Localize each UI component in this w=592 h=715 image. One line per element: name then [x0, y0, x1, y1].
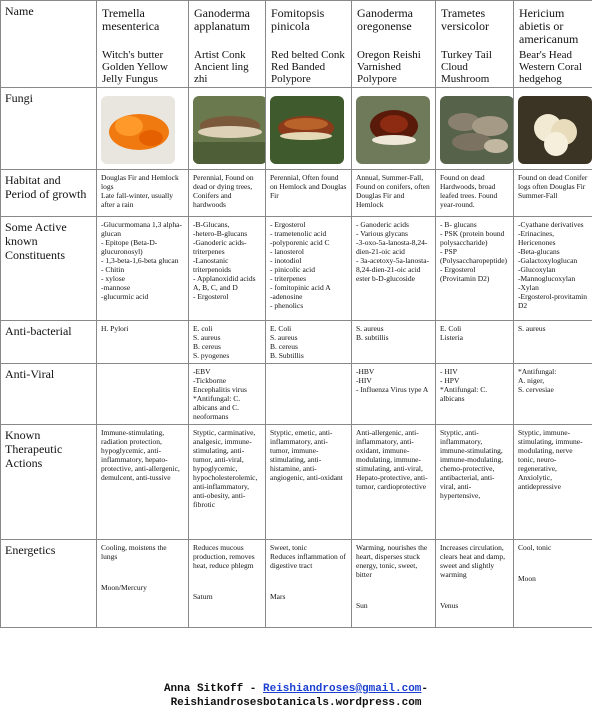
- scientific-name: Trametes versicolor: [441, 6, 489, 33]
- energetics-text: Increases circulation, clears heat and damp, sweet and slightly warming: [440, 543, 505, 579]
- species-header: [266, 1, 352, 88]
- therapeutic-text: Styptic, carminative, analgesic, immune-stimulating, anti-tumor, anti-viral, hypoglycemic, hypocholesterolemic, anti-inflammatory, anti-obesity, anti-fibrotic: [193, 428, 258, 509]
- antibacterial-cell: [436, 321, 514, 364]
- habitat-text: Douglas Fir and Hemlock logs Late fall-winter, usually after a rain: [101, 173, 179, 209]
- energetics-text: Reduces mucous production, removes heat, reduce phlegm: [193, 543, 255, 570]
- habitat-text: Perennial, Found on dead or dying trees, Conifers and hardwoods: [193, 173, 254, 209]
- therapeutic-cell: [97, 425, 189, 540]
- habitat-text: Found on dead Hardwoods, broad leafed trees. Found year-round.: [440, 173, 498, 209]
- common-names: Red belted Conk Red Banded Polypore: [271, 49, 345, 85]
- antiviral-text: -HBV -HIV - Influenza Virus type A: [356, 367, 429, 394]
- scientific-name: Fomitopsis pinicola: [271, 6, 325, 33]
- fomitopsis-photo: [270, 96, 344, 164]
- photo-cell: [352, 88, 436, 170]
- therapeutic-cell: [514, 425, 592, 540]
- constituents-cell: [352, 217, 436, 321]
- constituents-cell: [189, 217, 266, 321]
- constituents-text: -Cyathane derivatives -Erinacines, Hericenones -Beta-glucans -Galactoxyloglucan -Glucoxylan -Mannoglucoxylan -Xylan -Ergosterol-provitamin D2: [518, 220, 588, 310]
- photo-cell: [514, 88, 592, 170]
- energetics-cell: [514, 540, 592, 628]
- planet-label: Sun: [356, 601, 368, 610]
- habitat-text: Found on dead Conifer logs often Douglas Fir Summer-Fall: [518, 173, 588, 200]
- energetics-text: Cool, tonic: [518, 543, 552, 552]
- email-link[interactable]: Reishiandroses@gmail.com: [262, 683, 422, 695]
- common-names: Artist Conk Ancient ling zhi: [194, 49, 249, 85]
- therapeutic-row: [1, 425, 592, 540]
- antiviral-row: [1, 364, 592, 425]
- row-label-antibacterial: Anti-bacterial: [1, 321, 97, 364]
- therapeutic-cell: [266, 425, 352, 540]
- habitat-cell: [352, 170, 436, 217]
- antiviral-text: -EBV -Tickborne Encephalitis virus *Antifungal: C. albicans and C. neoformans: [193, 367, 247, 421]
- constituents-text: - Ergosterol - trametenolic acid -polyporenic acid C - lanosterol - inotodiol - pinicolic acid - triterpenes - fomitopinic acid A -adenosine - phenolics: [270, 220, 331, 310]
- therapeutic-cell: [352, 425, 436, 540]
- photo-cell: [97, 88, 189, 170]
- constituents-text: - B- glucans - PSK (protein bound polysaccharide) - PSP (Polysaccharopeptide) - Ergosterol (Provitamin D2): [440, 220, 508, 283]
- planet-label: Mars: [270, 592, 286, 601]
- scientific-name: Ganoderma applanatum: [194, 6, 250, 33]
- energetics-cell: [97, 540, 189, 628]
- species-header: [189, 1, 266, 88]
- antibacterial-text: E. Coli Listeria: [440, 324, 463, 342]
- species-header: [352, 1, 436, 88]
- common-names: Turkey Tail Cloud Mushroom: [441, 49, 492, 85]
- scientific-name: Hericium abietis or americanum: [519, 6, 579, 46]
- antiviral-cell: [514, 364, 592, 425]
- footer-separator: -: [243, 683, 263, 695]
- energetics-text: Sweet, tonic Reduces inflammation of digestive tract: [270, 543, 346, 570]
- ganoderma-applanatum-photo: [193, 96, 266, 164]
- habitat-cell: [97, 170, 189, 217]
- antiviral-cell: [189, 364, 266, 425]
- therapeutic-text: Anti-allergenic, anti-inflammatory, anti-oxidant, immune-modulating, immune-stimulating, anti-viral, Hepato-protective, anti-tumor, cardioprotective: [356, 428, 428, 491]
- energetics-cell: [352, 540, 436, 628]
- website-text: Reishiandrosesbotanicals.wordpress.com: [170, 697, 422, 709]
- energetics-cell: [266, 540, 352, 628]
- habitat-cell: [514, 170, 592, 217]
- habitat-row: [1, 170, 592, 217]
- row-label-antiviral: Anti-Viral: [1, 364, 97, 425]
- planet-label: Moon: [518, 574, 536, 583]
- photo-cell: [436, 88, 514, 170]
- constituents-cell: [436, 217, 514, 321]
- antibacterial-text: E. Coli S. aureus B. cereus B. Subtillis: [270, 324, 304, 360]
- antibacterial-cell: [266, 321, 352, 364]
- species-header: [436, 1, 514, 88]
- therapeutic-text: Styptic, emetic, anti-inflammatory, anti-tumor, immune-stimulating, anti-histamine, anti-angiogenic, anti-oxidant: [270, 428, 343, 482]
- antiviral-cell: [97, 364, 189, 425]
- therapeutic-text: Styptic, immune-stimulating, immune-modulating, nerve tonic, neuro-regenerative, Anxiolytic, antidepressive: [518, 428, 583, 491]
- trametes-photo: [440, 96, 514, 164]
- energetics-text: Cooling, moistens the lungs: [101, 543, 167, 561]
- row-label-therapeutic: Known Therapeutic Actions: [1, 425, 97, 540]
- common-names: Bear's Head Western Coral hedgehog: [519, 49, 582, 85]
- planet-label: Moon/Mercury: [101, 583, 147, 592]
- energetics-cell: [436, 540, 514, 628]
- footer-line-1: [0, 683, 592, 695]
- antibacterial-cell: [97, 321, 189, 364]
- row-label-energetics: Energetics: [1, 540, 97, 628]
- fungi-photo-row: [1, 88, 592, 170]
- habitat-cell: [189, 170, 266, 217]
- antibacterial-text: H. Pylori: [101, 324, 129, 333]
- antibacterial-text: S. aureus B. subtillis: [356, 324, 389, 342]
- planet-label: Saturn: [193, 592, 213, 601]
- energetics-text: Warming, nourishes the heart, disperses stuck energy, tonic, sweet, bitter: [356, 543, 428, 579]
- constituents-row: [1, 217, 592, 321]
- antiviral-cell: [436, 364, 514, 425]
- constituents-cell: [266, 217, 352, 321]
- antibacterial-cell: [514, 321, 592, 364]
- planet-label: Venus: [440, 601, 459, 610]
- constituents-text: - Ganoderic acids - Various glycans -3-oxo-5a-lanosta-8,24-dien-21-oic acid - 3a-acetoxy-5a-lanosta-8,24-dien-21-oic acid ester b-D-glucoside: [356, 220, 430, 283]
- row-label-fungi: Fungi: [1, 88, 97, 170]
- author-name: Anna Sitkoff: [163, 683, 244, 695]
- habitat-text: Annual, Summer-Fall, Found on conifers, often Douglas Fir and Hemlock: [356, 173, 430, 209]
- therapeutic-text: Immune-stimulating, radiation protection, hypoglycemic, anti-inflammatory, hepato-protective, anti-allergenic, demulcent, anti-tussive: [101, 428, 180, 482]
- constituents-text: -B-Glucans, -hetero-B-glucans -Ganoderic acids-triterpenes -Lanostanic triterpenoids - Applanoxidid acids A, B, C, and D - Ergosterol: [193, 220, 256, 301]
- habitat-cell: [266, 170, 352, 217]
- photo-cell: [189, 88, 266, 170]
- tremella-photo: [101, 96, 175, 164]
- energetics-row: [1, 540, 592, 628]
- footer-dash: -: [421, 683, 429, 695]
- photo-cell: [266, 88, 352, 170]
- row-label-habitat: Habitat and Period of growth: [1, 170, 97, 217]
- scientific-name: Tremella mesenterica: [102, 6, 160, 33]
- energetics-cell: [189, 540, 266, 628]
- row-label-constituents: Some Active known Constituents: [1, 217, 97, 321]
- antiviral-text: *Antifungal: A. niger, S. cervesiae: [518, 367, 557, 394]
- antibacterial-text: E. coli S. aureus B. cereus S. pyogenes: [193, 324, 230, 360]
- antiviral-cell: [266, 364, 352, 425]
- constituents-cell: [514, 217, 592, 321]
- hericium-photo: [518, 96, 592, 164]
- therapeutic-text: Styptic, anti-inflammatory, immune-stimulating, immune-modulating, chemo-protective, antibacterial, anti-viral, anti-hypertensive,: [440, 428, 504, 500]
- antibacterial-cell: [352, 321, 436, 364]
- constituents-cell: [97, 217, 189, 321]
- row-label-name: Name: [1, 1, 97, 88]
- antiviral-text: - HIV - HPV *Antifungal: C. albicans: [440, 367, 488, 403]
- constituents-text: -Glucurmomana 1,3 alpha-glucan - Epitope (Beta-D-glucuronosyl) - 1,3-beta-1,6-beta glucan - Chitin - xylose -mannose -glucurmic acid: [101, 220, 183, 301]
- habitat-cell: [436, 170, 514, 217]
- common-names: Witch's butter Golden Yellow Jelly Fungus: [102, 49, 169, 85]
- antibacterial-text: S. aureus: [518, 324, 546, 333]
- habitat-text: Perennial, Often found on Hemlock and Douglas Fir: [270, 173, 347, 200]
- antibacterial-cell: [189, 321, 266, 364]
- ganoderma-oregonense-photo: [356, 96, 430, 164]
- antiviral-cell: [352, 364, 436, 425]
- header-row: [1, 1, 592, 88]
- common-names: Oregon Reishi Varnished Polypore: [357, 49, 421, 85]
- antibacterial-row: [1, 321, 592, 364]
- therapeutic-cell: [436, 425, 514, 540]
- species-header: [97, 1, 189, 88]
- species-header: [514, 1, 592, 88]
- therapeutic-cell: [189, 425, 266, 540]
- scientific-name: Ganoderma oregonense: [357, 6, 413, 33]
- footer-line-2: [0, 697, 592, 709]
